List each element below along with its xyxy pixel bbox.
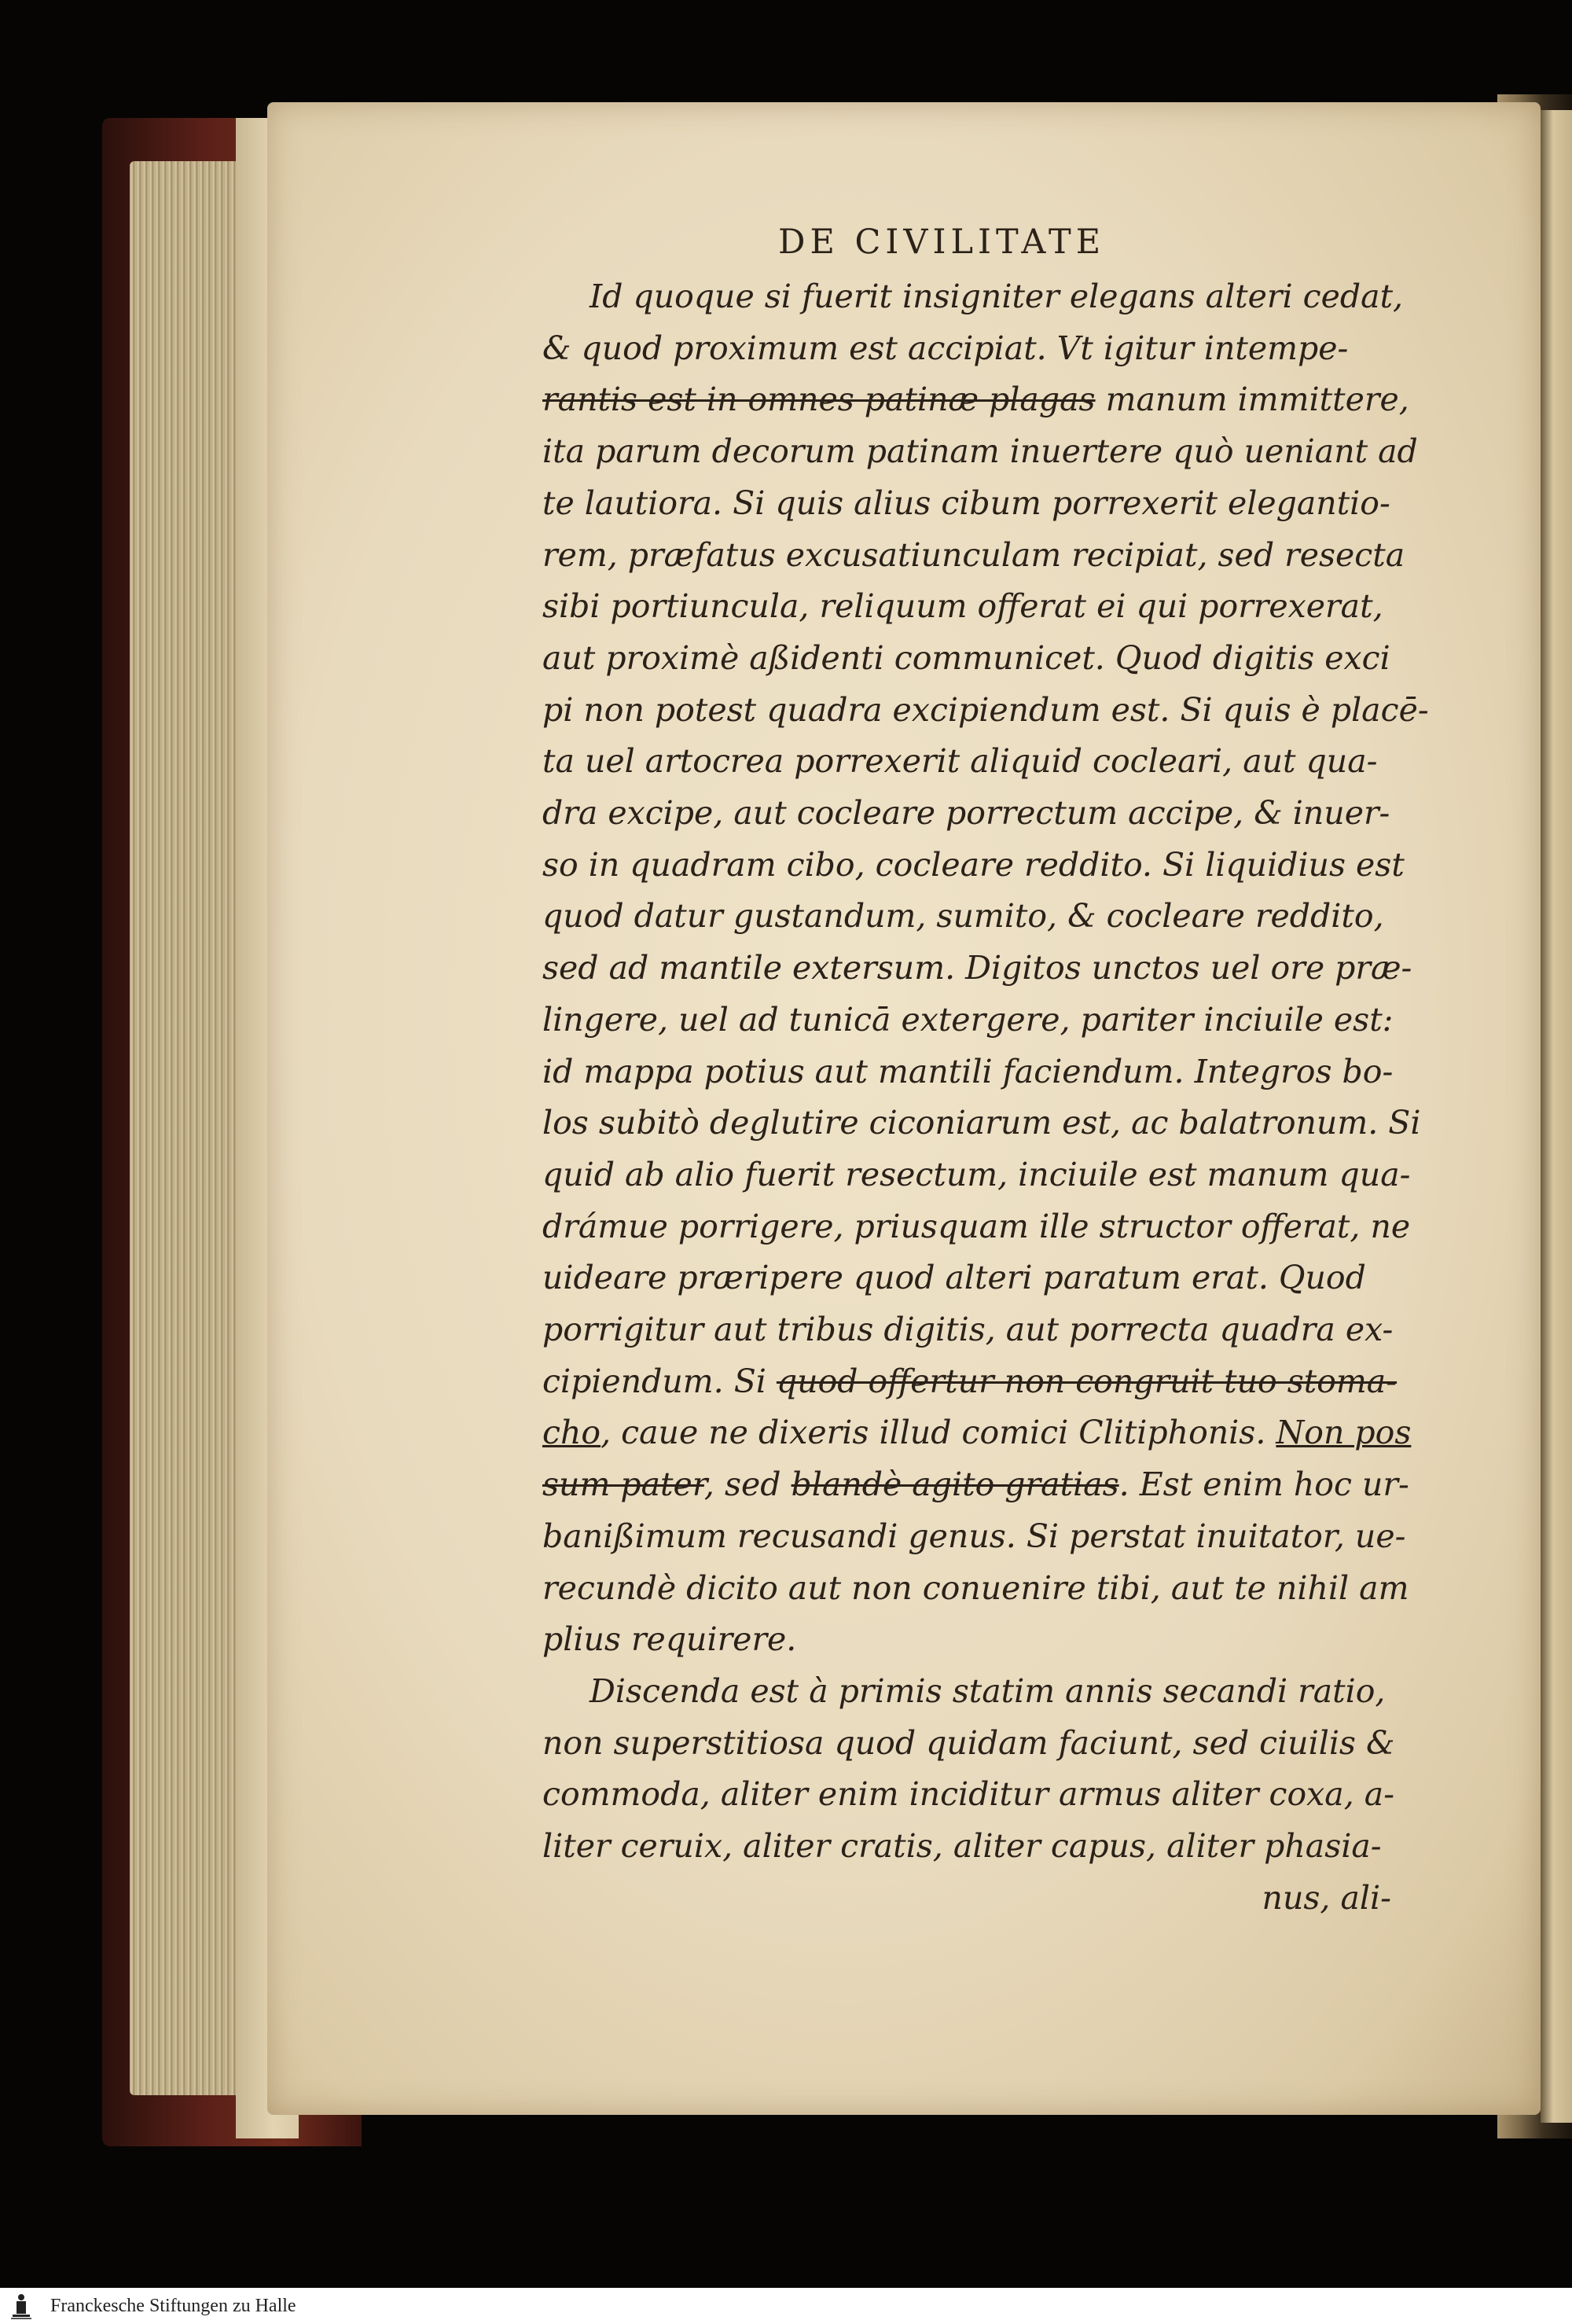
text-line <box>542 1046 1415 1098</box>
footer-credit: Franckesche Stiftungen zu Halle <box>50 2295 296 2316</box>
page-text-block <box>542 271 1429 1925</box>
text-line <box>542 1614 1415 1666</box>
text-line <box>542 374 1415 426</box>
struck-through-text: blandè agito gratias <box>791 1465 1119 1504</box>
text-line <box>542 633 1415 685</box>
text-run: porrigitur aut tribus digitis, aut porrecta quadra ex- <box>542 1311 1394 1349</box>
text-run: quod datur gustandum, sumito, & cocleare reddito, <box>542 897 1384 936</box>
text-run: rem, præfatus excusatiunculam recipiat, sed resecta <box>542 535 1405 574</box>
text-run: ta uel artocrea porrexerit aliquid cocleari, aut qua- <box>542 742 1378 781</box>
text-line <box>542 788 1415 840</box>
text-run: sed ad mantile extersum. Digitos unctos uel ore præ- <box>542 949 1412 987</box>
text-run: lingere, uel ad tunicā extergere, pariter inciuile est: <box>542 1000 1394 1039</box>
text-run: sibi portiuncula, reliquum offerat ei qui porrexerat, <box>542 587 1383 626</box>
text-run: quid ab alio fuerit resectum, inciuile est manum qua- <box>542 1155 1411 1193</box>
text-run: ita parum decorum patinam inuertere quò ueniant ad <box>542 432 1418 471</box>
text-line <box>542 1821 1415 1873</box>
text-line <box>542 1201 1415 1253</box>
text-line <box>542 1304 1415 1356</box>
text-line <box>542 323 1415 375</box>
catchword-line <box>542 1873 1415 1925</box>
text-run: te lautiora. Si quis alius cibum porrexerit elegantio- <box>542 484 1390 522</box>
text-line <box>542 1407 1415 1459</box>
text-run: id mappa potius aut mantili faciendum. Integros bo- <box>542 1052 1394 1090</box>
text-run: uideare præripere quod alteri paratum erat. Quod <box>542 1259 1366 1297</box>
text-run: cipiendum. Si <box>542 1362 777 1400</box>
text-run: so in quadram cibo, cocleare reddito. Si liquidius est <box>542 845 1405 884</box>
text-line <box>542 581 1415 633</box>
text-line <box>542 891 1415 943</box>
struck-through-text: quod offertur non congruit tuo stoma- <box>776 1362 1398 1400</box>
text-run: Discenda est à primis statim annis secandi ratio, <box>590 1671 1386 1710</box>
text-run: los subitò deglutire ciconiarum est, ac balatronum. Si <box>542 1104 1421 1142</box>
text-line <box>542 1666 1415 1718</box>
text-line <box>542 426 1418 478</box>
struck-through-text: rantis est in omnes patinæ plagas <box>542 381 1096 419</box>
text-run: banißimum recusandi genus. Si perstat inuitator, ue- <box>542 1517 1406 1555</box>
text-run: recundè dicito aut non conuenire tibi, aut te nihil am <box>542 1568 1409 1607</box>
text-line <box>542 530 1415 582</box>
text-line <box>542 1098 1421 1149</box>
text-run: & quod proximum est accipiat. Vt igitur intempe- <box>542 329 1349 367</box>
struck-through-text: sum pater <box>542 1465 704 1504</box>
text-run: . Est enim hoc ur- <box>1118 1465 1409 1504</box>
text-line <box>542 271 1415 323</box>
franckesche-stiftungen-logo-icon <box>6 2291 36 2321</box>
text-run: plius requirere. <box>542 1620 797 1659</box>
text-line <box>542 478 1415 530</box>
underlined-text: cho <box>542 1414 601 1452</box>
text-line <box>542 1149 1415 1201</box>
facing-page-edge <box>1541 110 1572 2123</box>
text-line <box>542 736 1415 788</box>
text-run: commoda, aliter enim inciditur armus aliter coxa, a- <box>542 1775 1395 1814</box>
text-line <box>542 995 1415 1046</box>
text-line <box>542 1769 1415 1821</box>
text-run: aut proximè aßidenti communicet. Quod digitis exci <box>542 638 1390 677</box>
text-line <box>542 1563 1415 1615</box>
running-head: DE CIVILITATE <box>778 222 1106 262</box>
footer-bar <box>0 2288 1572 2324</box>
text-run: dra excipe, aut cocleare porrectum accipe, & inuer- <box>542 794 1390 833</box>
text-line <box>542 1511 1415 1563</box>
text-line <box>542 1356 1415 1408</box>
text-run: manum immittere, <box>1095 381 1409 419</box>
text-line <box>542 685 1429 737</box>
text-run: non superstitiosa quod quidam faciunt, sed ciuilis & <box>542 1723 1395 1762</box>
text-line <box>542 840 1415 892</box>
text-run: drámue porrigere, priusquam ille structor offerat, ne <box>542 1207 1411 1245</box>
text-line <box>542 1252 1415 1304</box>
text-line <box>542 1459 1415 1511</box>
text-run: , caue ne dixeris illud comici Clitiphonis. <box>601 1414 1276 1452</box>
text-run: Id quoque si fuerit insigniter elegans alteri cedat, <box>590 278 1404 315</box>
text-line <box>542 1718 1415 1770</box>
text-run: pi non potest quadra excipiendum est. Si quis è placē- <box>542 690 1429 729</box>
text-line <box>542 943 1415 995</box>
text-run: liter ceruix, aliter cratis, aliter capus, aliter phasia- <box>542 1827 1382 1866</box>
text-run: nus, ali- <box>1262 1878 1391 1917</box>
underlined-text: Non pos <box>1276 1414 1412 1452</box>
text-run: , sed <box>703 1465 792 1504</box>
